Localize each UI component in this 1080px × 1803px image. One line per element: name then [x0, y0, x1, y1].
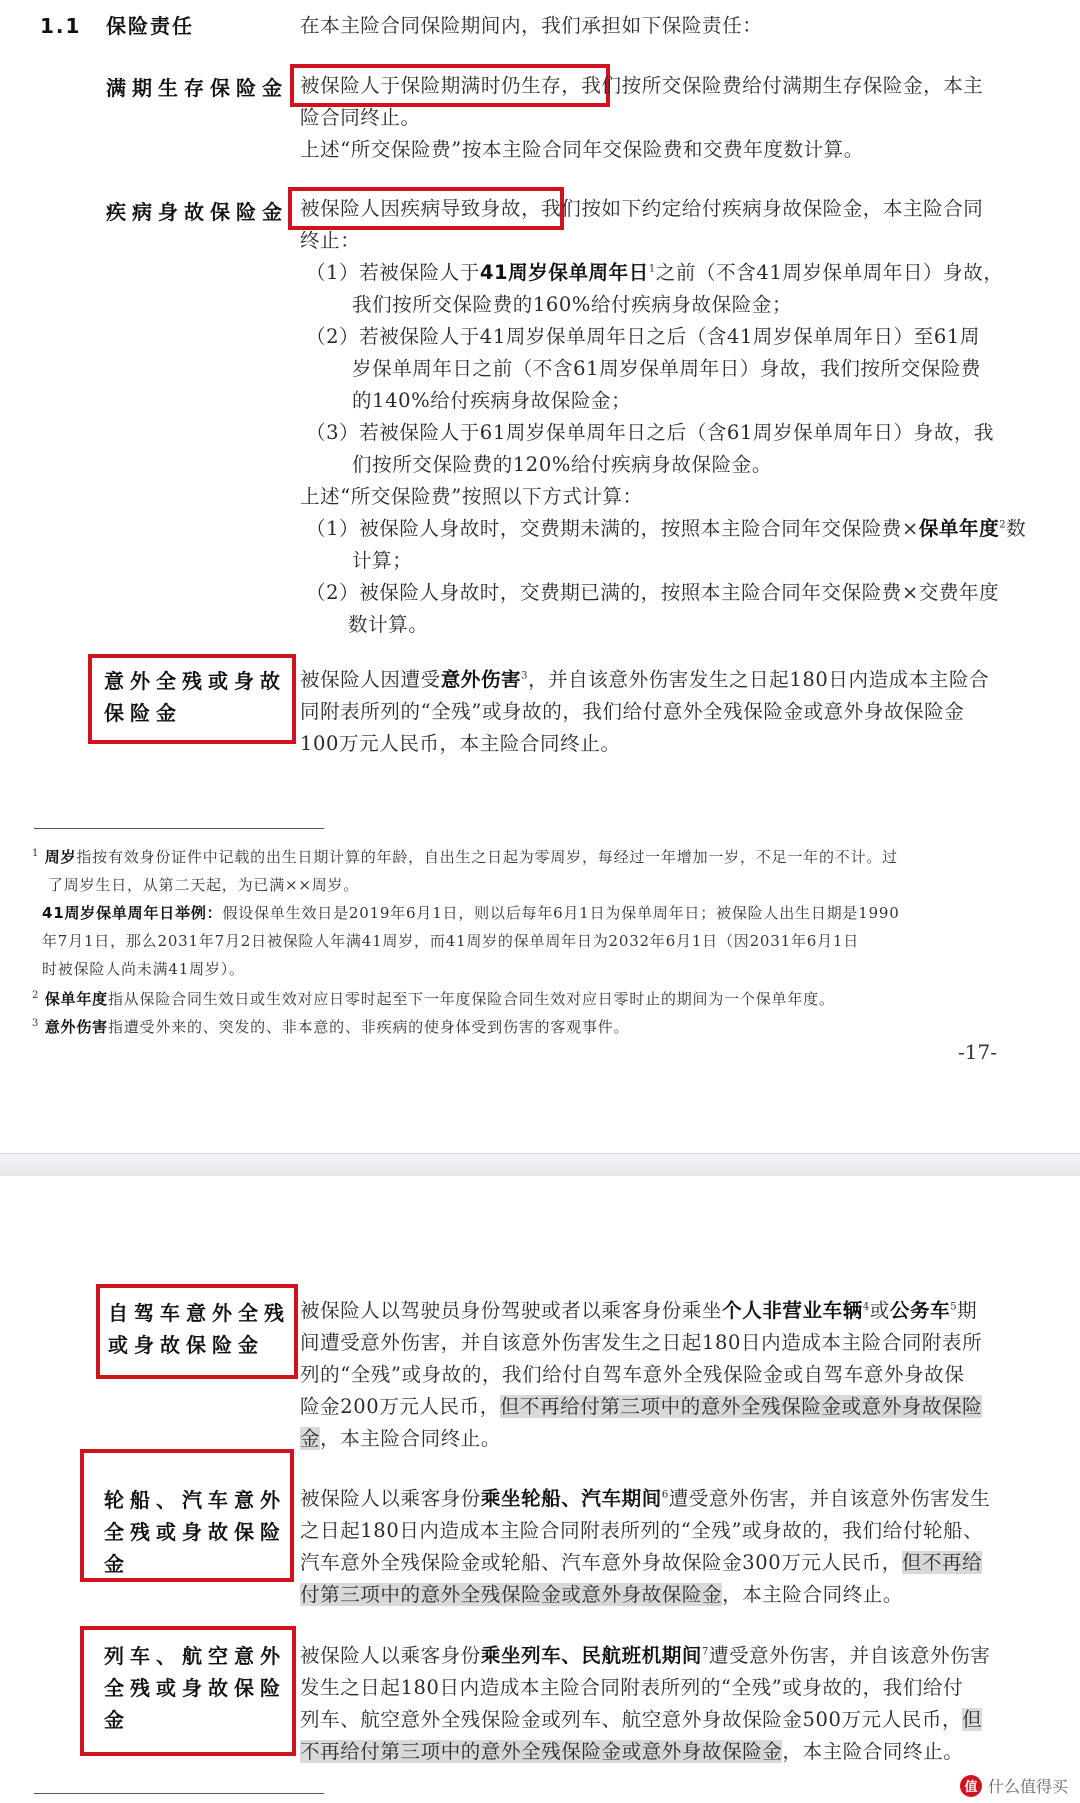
ship-line1-term: 乘坐轮船、汽车期间: [480, 1487, 662, 1510]
self-drive-line5-highlight: 金: [300, 1427, 321, 1450]
illness-item1-a: （1）若被保险人于: [306, 261, 480, 284]
survival-term: 满期生存保险金: [106, 76, 288, 100]
illness-item1-line2: 我们按所交保险费的160%给付疾病身故保险金；: [352, 293, 793, 316]
footnote-1-text: 指按有效身份证件中记载的出生日期计算的年龄，自出生之日起为零周岁，每经过一年增加一岁，不足一年的不计。过: [76, 848, 898, 866]
illness-item1-c: 之前（不含41周岁保单周年日）身故，: [655, 261, 1004, 284]
self-drive-line4-a: 险金200万元人民币，: [300, 1395, 500, 1418]
self-drive-line2: 间遭受意外伤害，并自该意外伤害发生之日起180日内造成本主险合同附表所: [300, 1331, 983, 1354]
ship-line1-a: 被保险人以乘客身份: [300, 1487, 481, 1510]
illness-item3-line2: 们按所交保险费的120%给付疾病身故保险金。: [352, 453, 772, 476]
accident-term-line1: 意外全残或身故: [104, 669, 286, 693]
accident-line1-a: 被保险人因遭受: [300, 668, 441, 691]
illness-rest: 我们按如下约定给付疾病身故保险金，本主险合同: [541, 197, 984, 220]
section-intro: 在本主险合同保险期间内，我们承担如下保险责任：: [300, 14, 763, 37]
survival-line1: [300, 70, 983, 102]
train-line1-a: 被保险人以乘客身份: [300, 1644, 481, 1667]
train-line1-c: 遭受意外伤害，并自该意外伤害: [708, 1644, 991, 1667]
ship-line4-b: ，本主险合同终止。: [722, 1583, 904, 1606]
self-drive-line1-c: 或: [869, 1299, 890, 1322]
train-line3: [300, 1704, 982, 1736]
accident-line1-term: 意外伤害: [440, 668, 522, 691]
illness-item2-line3: 的140%给付疾病身故保险金；: [352, 389, 632, 412]
page-separator: [0, 1153, 1080, 1176]
footnote-ref-6: 6: [661, 1489, 669, 1501]
train-term-line1: 列车、航空意外: [104, 1644, 286, 1668]
self-drive-line4: [300, 1391, 982, 1423]
ship-term-line3: 金: [104, 1552, 130, 1576]
section-title: 保险责任: [106, 14, 194, 38]
footnote-2: $^2$ 保单年度指从保险合同生效日或生效对应日零时起至下一年度保险合同生效对应日零时止的期间为一个保单年度。: [32, 990, 835, 1008]
calc-item1-a: （1）被保险人身故时，交费期未满的，按照本主险合同年交保险费×: [306, 517, 919, 540]
section-number: 1.1: [40, 14, 82, 38]
footnote-divider-2: [34, 1793, 324, 1794]
train-term-line3: 金: [104, 1708, 130, 1732]
illness-term: 疾病身故保险金: [106, 200, 288, 224]
ship-line3: [300, 1547, 982, 1579]
illness-line2: 终止：: [300, 229, 361, 252]
footnote-1: $^1$ 周岁指按有效身份证件中记载的出生日期计算的年龄，自出生之日起为零周岁，每经过一年增加一岁，不足一年的不计。过: [32, 848, 898, 866]
self-drive-term-line2: 或身故保险金: [108, 1333, 264, 1357]
train-line3-a: 列车、航空意外全残保险金或列车、航空意外身故保险金500万元人民币，: [300, 1708, 963, 1731]
ship-line4: [300, 1579, 903, 1611]
ship-term-line1: 轮船、汽车意外: [104, 1488, 286, 1512]
illness-item2-line2: 岁保单周年日之前（不含61周岁保单周年日）身故，我们按所交保险费: [352, 357, 982, 380]
survival-line2: 险合同终止。: [300, 106, 421, 129]
footnote-ref-5: 5: [950, 1301, 958, 1313]
page-number: -17-: [958, 1040, 997, 1064]
footnote-ref-1: 1: [648, 263, 656, 275]
ship-line4-highlight: 付第三项中的意外全残保险金或意外身故保险金: [300, 1583, 723, 1606]
footnote-ref-3: 3: [521, 670, 529, 682]
train-line1-term: 乘坐列车、民航班机期间: [480, 1644, 703, 1667]
footnote-ref-2: 2: [999, 519, 1007, 531]
train-line4: [300, 1736, 963, 1768]
illness-line1: [300, 193, 983, 225]
calc-item1-term: 保单年度: [918, 517, 1000, 540]
watermark: [960, 1774, 1068, 1797]
train-line4-highlight: 不再给付第三项中的意外全残保险金或意外身故保险金: [300, 1740, 783, 1763]
ship-line3-a: 汽车意外全残保险金或轮船、汽车意外身故保险金300万元人民币，: [300, 1551, 902, 1574]
footnote-1-term: 周岁: [44, 848, 77, 866]
survival-highlight-text: 被保险人于保险期满时仍生存，: [300, 74, 582, 97]
ship-line1: [300, 1483, 990, 1515]
self-drive-line1-term2: 公务车: [889, 1299, 951, 1322]
accident-line2: 同附表所列的“全残”或身故的，我们给付意外全残保险金或意外身故保险金: [300, 700, 965, 723]
footnote-1-example-line2: 年7月1日，那么2031年7月2日被保险人年满41周岁，而41周岁的保单周年日为2032年6月1日（因2031年6月1日: [42, 932, 860, 950]
calc-intro: 上述“所交保险费”按照以下方式计算：: [300, 485, 643, 508]
accident-line1: [300, 664, 989, 696]
footnote-1-example: [42, 899, 900, 927]
illness-highlight-text: 被保险人因疾病导致身故，: [300, 197, 542, 220]
illness-item3: （3）若被保险人于61周岁保单周年日之后（含61周岁保单周年日）身故，我: [306, 421, 995, 444]
self-drive-line5: [300, 1423, 501, 1455]
footnote-1-example-text: 假设保单生效日是2019年6月1日，则以后每年6月1日为保单周年日；被保险人出生日期是1990: [222, 904, 900, 922]
self-drive-line1-term1: 个人非营业车辆: [722, 1299, 863, 1322]
train-term-line2: 全残或身故保险: [104, 1676, 286, 1700]
accident-term-line2: 保险金: [104, 701, 182, 725]
illness-item1-term: 41周岁保单周年日: [479, 261, 649, 284]
calc-item2: （2）被保险人身故时，交费期已满的，按照本主险合同年交保险费×交费年度: [306, 581, 1000, 604]
self-drive-line3: 列的“全残”或身故的，我们给付自驾车意外全残保险金或自驾车意外身故保: [300, 1363, 965, 1386]
self-drive-line1-a: 被保险人以驾驶员身份驾驶或者以乘客身份乘坐: [300, 1299, 723, 1322]
footnote-3: $^3$ 意外伤害指遭受外来的、突发的、非本意的、非疾病的使身体受到伤害的客观事件。: [32, 1018, 630, 1036]
footnote-2-text: 指从保险合同生效日或生效对应日零时起至下一年度保险合同生效对应日零时止的期间为一个保单年度。: [107, 990, 835, 1008]
self-drive-line4-highlight: 但不再给付第三项中的意外全残保险金或意外身故保险: [499, 1395, 983, 1418]
train-line4-b: ，本主险合同终止。: [782, 1740, 964, 1763]
footnote-2-term: 保单年度: [44, 990, 108, 1008]
watermark-text: 什么值得买: [987, 1777, 1068, 1796]
train-line3-highlight: 但: [962, 1708, 983, 1731]
ship-term-line2: 全残或身故保险: [104, 1520, 286, 1544]
accident-line3: 100万元人民币，本主险合同终止。: [300, 732, 621, 755]
self-drive-line5-b: ，本主险合同终止。: [320, 1427, 502, 1450]
ship-line2: 之日起180日内造成本主险合同附表所列的“全残”或身故的，我们给付轮船、: [300, 1519, 984, 1542]
train-line1: [300, 1640, 990, 1672]
footnote-3-term: 意外伤害: [44, 1018, 108, 1036]
calc-item2-line2: 数计算。: [348, 613, 429, 636]
smzdm-logo-icon: 值: [960, 1775, 982, 1797]
calc-item1-c: 数: [1006, 517, 1027, 540]
footnote-ref-7: 7: [702, 1646, 709, 1658]
footnote-1-line2: 了周岁生日，从第二天起，为已满××周岁。: [48, 876, 360, 894]
calc-item1: [306, 513, 1026, 545]
illness-item2: （2）若被保险人于41周岁保单周年日之后（含41周岁保单周年日）至61周: [306, 325, 980, 348]
self-drive-line1: [300, 1295, 977, 1327]
footnote-ref-4: 4: [862, 1301, 870, 1313]
self-drive-line1-e: 期: [957, 1299, 978, 1322]
ship-line1-c: 遭受意外伤害，并自该意外伤害发生: [668, 1487, 991, 1510]
accident-line1-c: ，并自该意外伤害发生之日起180日内造成本主险合: [528, 668, 990, 691]
calc-item1-line2: 计算；: [352, 549, 413, 572]
footnote-1-example-term: 41周岁保单周年日举例：: [42, 904, 223, 922]
survival-rest: 我们按所交保险费给付满期生存保险金，本主: [581, 74, 984, 97]
footnote-3-text: 指遭受外来的、突发的、非本意的、非疾病的使身体受到伤害的客观事件。: [107, 1018, 630, 1036]
footnote-1-example-line3: 时被保险人尚未满41周岁）。: [42, 960, 245, 978]
self-drive-term-line1: 自驾车意外全残: [108, 1301, 290, 1325]
train-line2: 发生之日起180日内造成本主险合同附表所列的“全残”或身故的，我们给付: [300, 1676, 964, 1699]
footnote-divider: [34, 828, 324, 829]
illness-item1: [306, 257, 1003, 289]
ship-line3-highlight: 但不再给: [901, 1551, 983, 1574]
survival-line3: 上述“所交保险费”按本主险合同年交保险费和交费年度数计算。: [300, 138, 864, 161]
